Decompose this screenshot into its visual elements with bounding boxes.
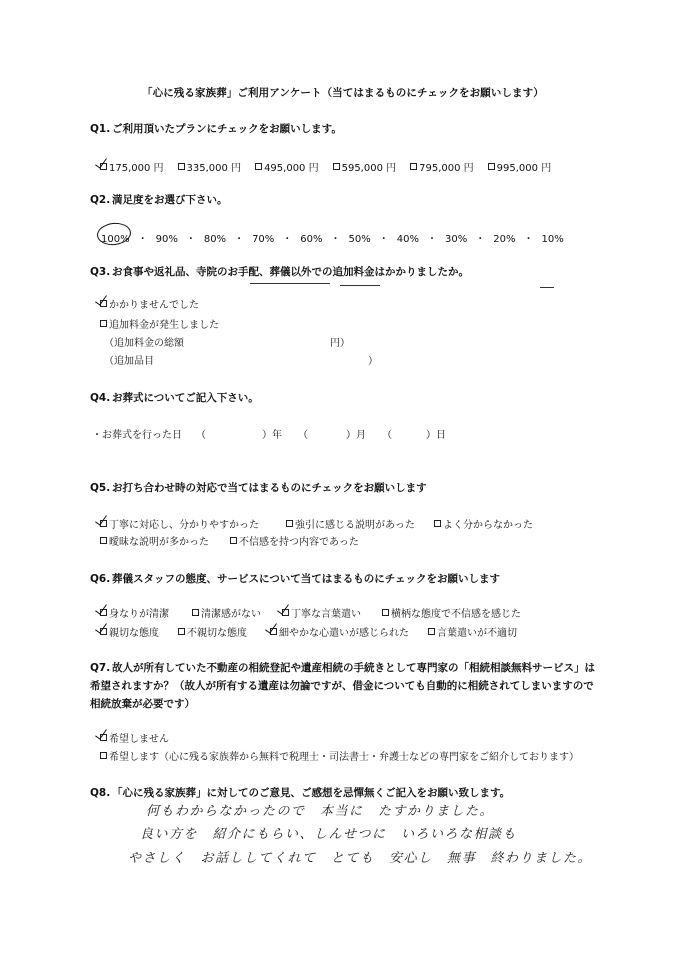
- q7-option-yes[interactable]: 希望します（心に残る家族葬から無料で税理士・司法書士・弁護士などの専門家をご紹介しております）: [100, 748, 579, 763]
- satisfaction-option-30[interactable]: 30%: [445, 234, 468, 245]
- q1-number: Q1.: [90, 123, 111, 135]
- checkbox-checked-icon[interactable]: [270, 628, 277, 635]
- checkbox-icon[interactable]: [428, 628, 435, 635]
- year-open: （: [196, 430, 206, 441]
- year-label: ）年: [262, 430, 282, 441]
- q5-option-polite[interactable]: 丁寧に対応し、分かりやすかった: [100, 516, 286, 531]
- q5-options-row1: [100, 516, 533, 531]
- checkbox-checked-icon[interactable]: [100, 300, 107, 307]
- checkbox-icon[interactable]: [100, 537, 107, 544]
- satisfaction-options: 100% ・ 90% ・ 80% ・ 70% ・ 60% ・ 50% ・ 40% ・ 30% ・ 20% ・ 10%: [101, 234, 564, 245]
- satisfaction-option-100[interactable]: 100%: [101, 234, 130, 245]
- q6-options-row1: [100, 605, 521, 620]
- checkbox-icon[interactable]: [410, 163, 417, 170]
- q3-option-none[interactable]: かかりませんでした: [100, 296, 199, 311]
- handwritten-comment-line1: 何もわからなかったので 本当に たすかりました。: [146, 804, 495, 819]
- q6-option-improper-words[interactable]: 言葉遣いが不適切: [428, 624, 517, 639]
- satisfaction-option-60[interactable]: 60%: [300, 234, 323, 245]
- q5-number: Q5.: [90, 482, 111, 494]
- q3-number: Q3.: [90, 266, 111, 278]
- checkbox-checked-icon[interactable]: [282, 609, 289, 616]
- q7-number: Q7.: [90, 662, 111, 674]
- q8-text: 「心に残る家族葬」に対してのご意見、ご感想を忌憚無くご記入をお願い致します。: [112, 787, 511, 799]
- checkbox-icon[interactable]: [192, 609, 199, 616]
- plan-option-595000[interactable]: 595,000 円: [333, 159, 397, 174]
- plan-option-495000[interactable]: 495,000 円: [255, 159, 319, 174]
- q2-text: 満足度をお選び下さい。: [112, 194, 228, 206]
- q7-line1: 故人が所有していた不動産の相続登記や遺産相続の手続きとして専門家の「相続相談無料サービス」は: [112, 662, 595, 674]
- q3-amount-label: （追加料金の総額: [104, 338, 184, 349]
- q4-number: Q4.: [90, 392, 111, 404]
- checkbox-icon[interactable]: [488, 163, 495, 170]
- q5-option-distrust[interactable]: 不信感を持つ内容であった: [230, 533, 359, 548]
- q1-options: [100, 159, 551, 174]
- scan-mark: [250, 283, 330, 284]
- q6-option-kind[interactable]: 親切な態度: [100, 624, 178, 639]
- q4-text: お葬式についてご記入下さい。: [112, 392, 259, 404]
- q6-text: 葬儀スタッフの態度、サービスについて当てはまるものにチェックをお願いします: [112, 573, 500, 585]
- checkbox-icon[interactable]: [333, 163, 340, 170]
- checkbox-icon[interactable]: [255, 163, 262, 170]
- q5-option-unclear[interactable]: よく分からなかった: [434, 516, 533, 531]
- checkbox-icon[interactable]: [178, 628, 185, 635]
- satisfaction-option-70[interactable]: 70%: [252, 234, 275, 245]
- q6-option-considerate[interactable]: 細やかな心遣いが感じられた: [270, 624, 428, 639]
- checkbox-checked-icon[interactable]: [100, 628, 107, 635]
- month-open: （: [298, 430, 308, 441]
- checkbox-icon[interactable]: [382, 609, 389, 616]
- plan-option-335000[interactable]: 335,000 円: [178, 159, 242, 174]
- funeral-date-label: ・お葬式を行った日: [92, 430, 182, 441]
- survey-title: 「心に残る家族葬」ご利用アンケート（当てはまるものにチェックをお願いします）: [142, 87, 544, 99]
- q3-text: お食事や返礼品、寺院のお手配、葬儀以外での追加料金はかかりましたか。: [112, 266, 469, 278]
- checkbox-icon[interactable]: [286, 520, 293, 527]
- q3-amount-unit: 円）: [330, 338, 350, 349]
- q5-option-vague[interactable]: 曖昧な説明が多かった: [100, 533, 230, 548]
- satisfaction-option-50[interactable]: 50%: [348, 234, 371, 245]
- satisfaction-option-20[interactable]: 20%: [493, 234, 516, 245]
- q4-heading: [90, 390, 259, 405]
- q5-option-pushy[interactable]: 強引に感じる説明があった: [286, 516, 434, 531]
- q6-option-neat[interactable]: 身なりが清潔: [100, 605, 192, 620]
- q8-number: Q8.: [90, 787, 111, 799]
- handwritten-comment-line2: 良い方を 紹介にもらい、しんせつに いろいろな相談も: [140, 827, 518, 842]
- q3-item-label: （追加品目: [104, 356, 154, 367]
- q3-option-extra[interactable]: 追加料金が発生しました: [100, 316, 219, 331]
- q6-option-arrogant[interactable]: 横柄な態度で不信感を感じた: [382, 605, 521, 620]
- day-label: ）日: [426, 430, 446, 441]
- checkbox-checked-icon[interactable]: [100, 520, 107, 527]
- q3-heading: [90, 264, 469, 279]
- satisfaction-option-10[interactable]: 10%: [541, 234, 564, 245]
- q7-line3: 相続放棄が必要です）: [90, 698, 195, 710]
- checkbox-checked-icon[interactable]: [100, 163, 107, 170]
- q5-heading: [90, 480, 427, 495]
- checkbox-checked-icon[interactable]: [100, 609, 107, 616]
- satisfaction-option-90[interactable]: 90%: [155, 234, 178, 245]
- q2-number: Q2.: [90, 194, 111, 206]
- q3-item-close: ）: [368, 356, 378, 367]
- checkbox-icon[interactable]: [100, 320, 107, 327]
- handwritten-comment-line3: やさしく お話ししてくれて とても 安心し 無事 終わりました。: [128, 851, 593, 866]
- checkbox-icon[interactable]: [434, 520, 441, 527]
- checkbox-icon[interactable]: [100, 752, 107, 759]
- q2-heading: [90, 192, 228, 207]
- checkbox-icon[interactable]: [230, 537, 237, 544]
- plan-option-995000[interactable]: 995,000 円: [488, 159, 552, 174]
- plan-option-795000[interactable]: 795,000 円: [410, 159, 474, 174]
- q6-option-unkind[interactable]: 不親切な態度: [178, 624, 270, 639]
- q6-options-row2: [100, 624, 517, 639]
- satisfaction-option-40[interactable]: 40%: [396, 234, 419, 245]
- checkbox-icon[interactable]: [178, 163, 185, 170]
- q7-option-no[interactable]: 希望しません: [100, 730, 169, 745]
- plan-option-175000[interactable]: 175,000 円: [100, 159, 164, 174]
- q7-heading: [90, 660, 595, 675]
- checkbox-checked-icon[interactable]: [100, 734, 107, 741]
- scan-mark: [540, 287, 554, 288]
- q6-option-polite-words[interactable]: 丁寧な言葉遣い: [282, 605, 382, 620]
- day-open: （: [382, 430, 392, 441]
- satisfaction-option-80[interactable]: 80%: [203, 234, 227, 245]
- q6-option-unclean[interactable]: 清潔感がない: [192, 605, 282, 620]
- q8-heading: [90, 785, 510, 800]
- q7-line2: 希望されますか？（故人が所有する遺産は勿論ですが、借金についても自動的に相続されてしまいますので: [90, 680, 594, 692]
- q5-options-row2: [100, 533, 359, 548]
- q1-heading: [90, 121, 342, 136]
- q5-text: お打ち合わせ時の対応で当てはまるものにチェックをお願いします: [112, 482, 427, 494]
- month-label: ）月: [346, 430, 366, 441]
- q6-number: Q6.: [90, 573, 111, 585]
- q6-heading: [90, 571, 500, 586]
- q1-text: ご利用頂いたプランにチェックをお願いします。: [112, 123, 342, 135]
- scan-mark: [340, 285, 380, 286]
